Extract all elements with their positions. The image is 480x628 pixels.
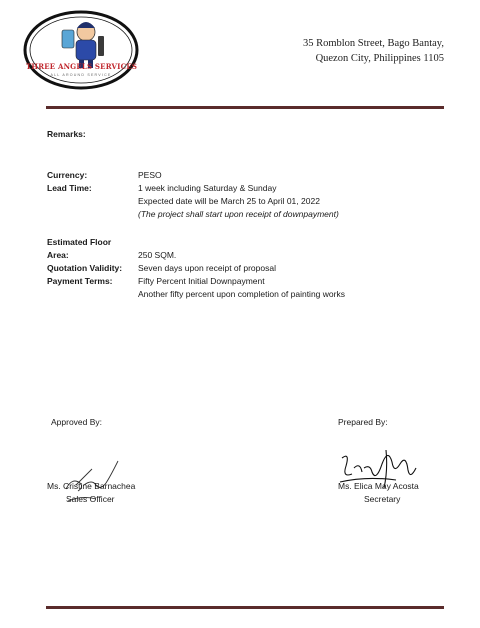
company-address: [224, 36, 444, 66]
address-line-2: Quezon City, Philippines 1105: [315, 53, 444, 64]
lead-time-expected-date: Expected date will be March 25 to April 01, 2022: [138, 196, 320, 206]
company-name: THREE ANGELS SERVICES: [26, 62, 138, 71]
floor-area-value: 250 SQM.: [138, 250, 177, 260]
approver-title: Sales Officer: [66, 494, 115, 504]
remarks-label: Remarks:: [47, 129, 86, 139]
company-logo: [22, 6, 140, 98]
header-divider: [46, 106, 444, 109]
payment-terms-downpayment: Fifty Percent Initial Downpayment: [138, 276, 265, 286]
lead-time-note: (The project shall start upon receipt of downpayment): [138, 209, 339, 219]
currency-label: Currency:: [47, 170, 88, 180]
preparer-title: Secretary: [364, 494, 401, 504]
address-line-1: 35 Romblon Street, Bago Bantay,: [302, 38, 444, 49]
payment-terms-balance: Another fifty percent upon completion of painting works: [138, 289, 345, 299]
payment-terms-label: Payment Terms:: [47, 276, 113, 286]
prepared-by-label: Prepared By:: [338, 417, 388, 427]
floor-area-label-line-2: Area:: [47, 250, 69, 260]
preparer-name: Ms. Elica May Acosta: [338, 481, 419, 491]
quotation-validity-value: Seven days upon receipt of proposal: [138, 263, 276, 273]
approver-name: Ms. Cristine Barnachea: [47, 481, 136, 491]
approved-by-label: Approved By:: [51, 417, 103, 427]
floor-area-label-line-1: Estimated Floor: [47, 237, 112, 247]
footer-divider: [46, 606, 444, 609]
quotation-validity-label: Quotation Validity:: [47, 263, 123, 273]
company-tagline: ALL AROUND SERVICE: [50, 73, 112, 77]
logo-emblem: [22, 6, 140, 98]
currency-value: PESO: [138, 170, 162, 180]
lead-time-label: Lead Time:: [47, 183, 92, 193]
lead-time-duration: 1 week including Saturday & Sunday: [138, 183, 277, 193]
